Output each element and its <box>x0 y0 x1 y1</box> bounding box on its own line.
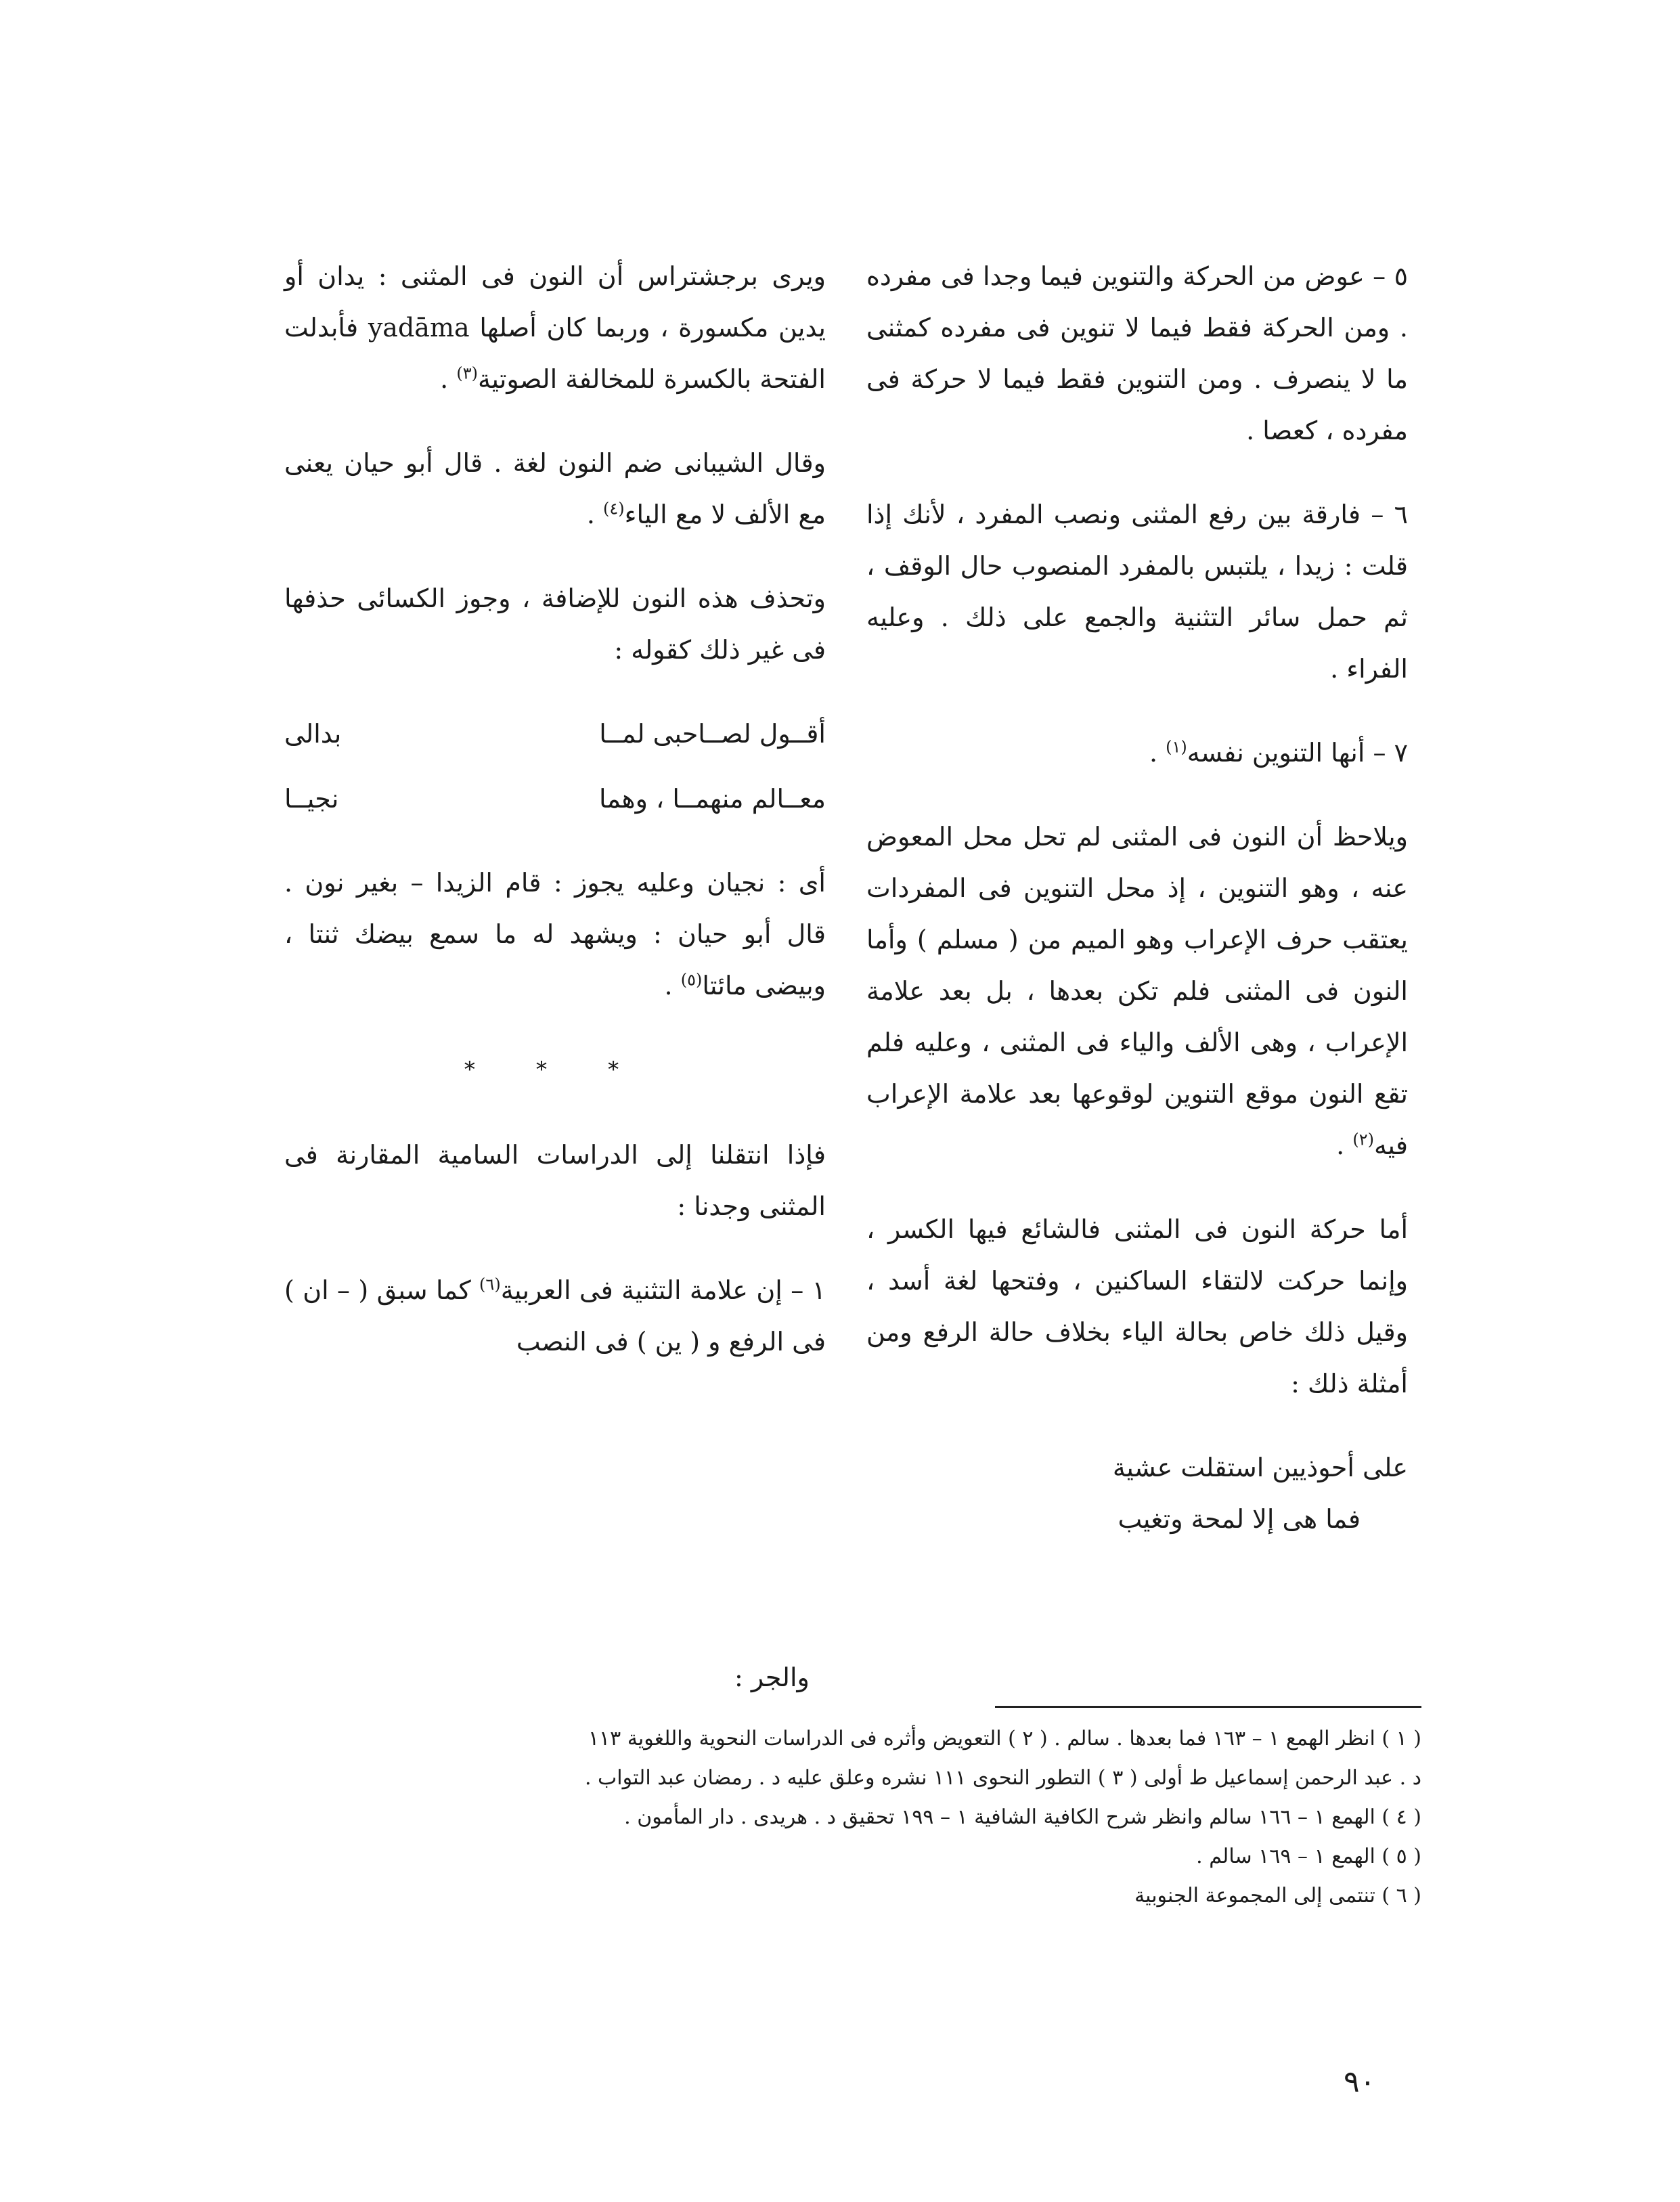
paragraph-text: ١ – إن علامة التثنية فى العربية <box>500 1275 826 1305</box>
paragraph <box>866 727 1408 778</box>
verse-hemistich: فما هى إلا لمحة وتغيب <box>1118 1504 1361 1534</box>
paragraph-end: . <box>586 500 604 529</box>
footnote-ref: (٣) <box>456 364 478 383</box>
paragraph-text: وقال الشيبانى ضم النون لغة . قال أبو حيان يعنى مع الألف لا مع الياء <box>284 448 826 529</box>
paragraph-end: كما سبق ( – ان ) فى الرفع و ( ين ) فى النصب <box>284 1275 826 1357</box>
paragraph-end: . <box>440 364 457 394</box>
footnote-ref: (٥) <box>680 970 703 990</box>
paragraph-text: ٧ – أنها التنوين نفسه <box>1187 738 1408 768</box>
footnote-divider <box>995 1706 1421 1708</box>
paragraph: ٥ – عوض من الحركة والتنوين فيما وجدا فى مفرده . ومن الحركة فقط فيما لا تنوين فى مفرده كمثنى ما لا ينصرف . ومن التنوين فقط فيما لا حركة فى مفرده ، كعصا . <box>866 261 1408 445</box>
poetry-verse <box>284 708 826 759</box>
paragraph <box>866 811 1408 1171</box>
paragraph <box>284 1264 826 1367</box>
page-number: ٩٠ <box>1344 2065 1376 2099</box>
paragraph-end: . <box>1336 1130 1353 1160</box>
poetry-verse <box>284 773 826 824</box>
verse-hemistich: على أحوذيين استقلت عشية <box>1112 1453 1408 1482</box>
paragraph: أما حركة النون فى المثنى فالشائع فيها الكسر ، وإنما حركت لالتقاء الساكنين ، وفتحها لغة أسد ، وقيل ذلك خاص بحالة الياء بخلاف حالة الرفع ومن أمثلة ذلك : <box>866 1214 1408 1399</box>
poetry-verse <box>866 1442 1408 1545</box>
paragraph: وتحذف هذه النون للإضافة ، وجوز الكسائى حذفها فى غير ذلك كقوله : <box>284 583 826 665</box>
verse-hemistich: معــالم منهمــا ، وهما <box>599 784 826 814</box>
paragraph: ٦ – فارقة بين رفع المثنى ونصب المفرد ، لأنك إذا قلت : زيدا ، يلتبس بالمفرد المنصوب حال الوقف ، ثم حمل سائر التثنية والجمع على ذلك . وعليه الفراء . <box>866 500 1408 684</box>
footnote-ref: (٦) <box>479 1275 501 1294</box>
footnote-ref: (١) <box>1166 737 1187 757</box>
footnote-ref: (٢) <box>1352 1130 1374 1149</box>
left-column <box>284 250 826 1367</box>
paragraph-end: . <box>664 971 681 1000</box>
footnote: ( ٥ ) الهمع ١ – ١٦٩ سالم . <box>1196 1845 1421 1868</box>
paragraph-continuation: والجر : <box>734 1662 810 1692</box>
footnote: ( ٦ ) تنتمى إلى المجموعة الجنوبية <box>1134 1884 1421 1908</box>
verse-hemistich: بدالى <box>284 719 342 749</box>
footnote: د . عبد الرحمن إسماعيل ط أولى ( ٣ ) التطور النحوى ١١١ نشره وعلق عليه د . رمضان عبد التواب . <box>584 1766 1421 1790</box>
paragraph-text: ويرى برجشتراس أن النون فى المثنى : يدان أو يدين مكسورة ، وربما كان أصلها yadāma فأبدلت الفتحة بالكسرة للمخالفة الصوتية <box>284 261 826 394</box>
paragraph-text: ويلاحظ أن النون فى المثنى لم تحل محل المعوض عنه ، وهو التنوين ، إذ محل التنوين فى المفردات يعتقب حرف الإعراب وهو الميم من ( مسلم ) وأما النون فى المثنى فلم تكن بعدها ، بل بعد علامة الإعراب ، وهى الألف والياء فى المثنى ، وعليه فلم تقع النون موقع التنوين لوقوعها بعد علامة الإعراب فيه <box>866 822 1408 1160</box>
paragraph-end: . <box>1149 738 1166 768</box>
paragraph <box>284 857 826 1011</box>
footnote-ref: (٤) <box>603 499 625 519</box>
verse-hemistich: نجيــا <box>284 784 339 814</box>
paragraph <box>284 437 826 540</box>
right-column <box>866 250 1408 1545</box>
paragraph: فإذا انتقلنا إلى الدراسات السامية المقارنة فى المثنى وجدنا : <box>284 1140 826 1221</box>
verse-hemistich: أقــول لصــاحبى لمــا <box>599 719 826 749</box>
footnotes <box>338 1719 1421 1916</box>
paragraph-text: أى : نجيان وعليه يجوز : قام الزيدا – بغير نون . قال أبو حيان : ويشهد له ما سمع بيضك ثنتا ، وبيضى مائتا <box>284 868 826 1000</box>
footnote: ( ٤ ) الهمع ١ – ١٦٦ سالم وانظر شرح الكافية الشافية ١ – ١٩٩ تحقيق د . هريدى . دار المأمون . <box>624 1805 1421 1829</box>
footnote: ( ١ ) انظر الهمع ١ – ١٦٣ فما بعدها . سالم . ( ٢ ) التعويض وأثره فى الدراسات النحوية واللغوية ١١٣ <box>588 1727 1421 1750</box>
section-separator: * * * <box>464 1057 646 1082</box>
paragraph <box>284 250 826 405</box>
